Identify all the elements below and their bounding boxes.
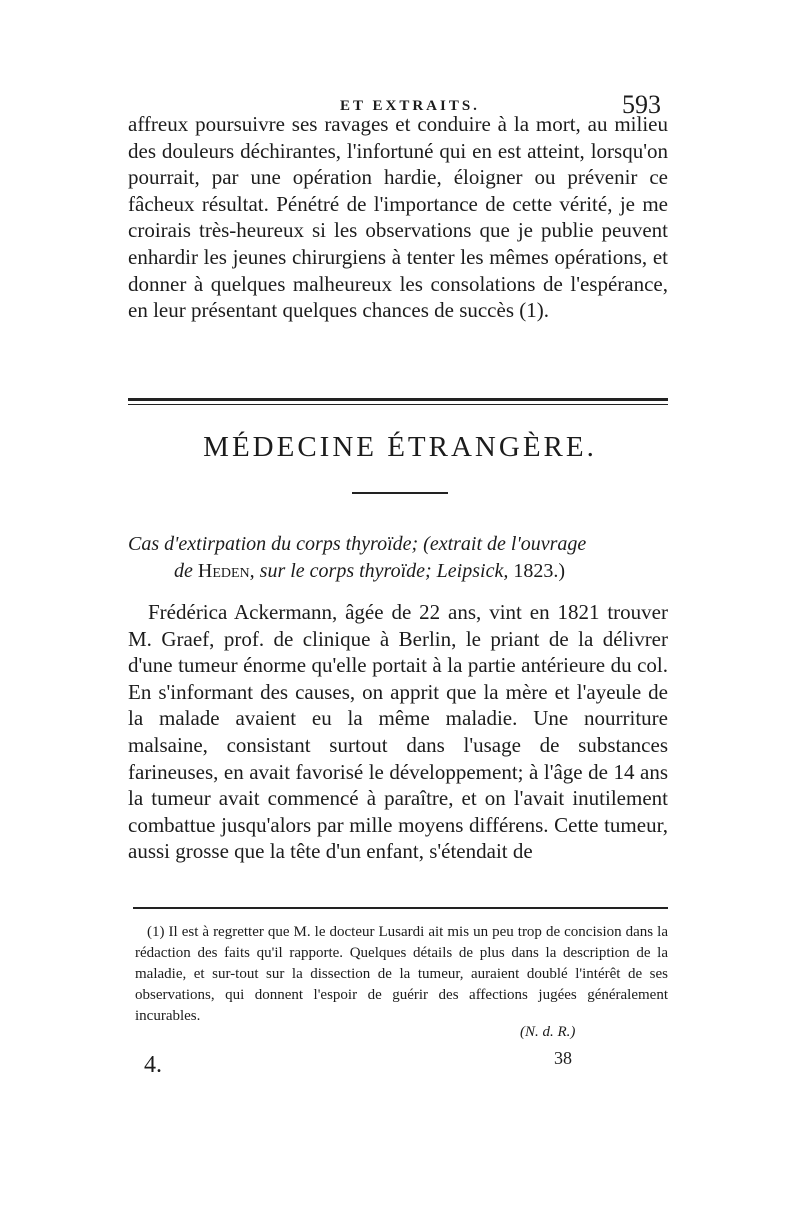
gathering-signature-left: 4. <box>144 1052 162 1078</box>
footnote-signature: (N. d. R.) <box>520 1024 576 1040</box>
section-title: MÉDECINE ÉTRANGÈRE. <box>203 431 597 463</box>
paragraph-text: Frédérica Ackermann, âgée de 22 ans, vint en 1821 trouver M. Graef, prof. de clinique à Berlin, le priant de la délivrer d'une tumeur énorme qu'elle portait à la partie antérieure du col. En s'informant des causes, on apprit que la mère et l'ayeule de la malade avaient eu la même maladie. Une nourriture malsaine, consistant surtout dans l'usage de substances farineuses, en avait favorisé le développement; à l'âge de 14 ans la tumeur avait commencé à paraître, et on l'avait inutilement combattue jusqu'alors par mille moyens différens. Cette tumeur, aussi grosse que la tête d'un enfant, s'étendait de <box>128 600 668 864</box>
gathering-signature-right: 38 <box>554 1048 572 1068</box>
footnote-rule <box>133 907 668 909</box>
footnote-text: (1) Il est à regretter que M. le docteur Lusardi ait mis un peu trop de concision dans la rédaction des faits qu'il rapporte. Quelques détails de plus dans la description de la maladie, et sur-tout sur la dissection de la tumeur, auraient doublé l'intérêt de ses observations, qui donnent l'espoir de guérir des affections jugées généralement incurables. <box>135 924 668 1024</box>
running-head: ET EXTRAITS. <box>340 98 480 114</box>
case-title-line1: Cas d'extirpation du corps thyroïde; (extrait de l'ouvrage <box>128 533 587 555</box>
case-title-author: Heden <box>197 560 250 582</box>
case-title-line2 <box>128 558 668 585</box>
section-divider <box>128 398 668 405</box>
paragraph-text: affreux poursuivre ses ravages et conduire à la mort, au milieu des douleurs déchirantes, l'infortuné qui en est atteint, lorsqu'on pourrait, par une opération hardie, éloigner ou prévenir ce fâcheux résultat. Pénétré de l'importance de cette vérité, je me croirais très-heureux si les observations que je publie peuvent enhardir les jeunes chirurgiens à tenter les mêmes opérations, et donner à quelques malheureux les consolations de l'espérance, en leur présentant quelques chances de succès (1). <box>128 112 668 323</box>
footnote <box>135 922 668 1027</box>
case-title-mid: , sur le corps thyroïde; Leipsick, <box>249 560 514 582</box>
page-number: 593 <box>622 90 661 119</box>
paragraph-continued <box>128 111 668 324</box>
paragraph-case <box>128 599 668 865</box>
title-underline <box>352 492 448 494</box>
case-title-year: 1823.) <box>513 560 566 582</box>
case-title-prefix: de <box>174 560 198 582</box>
case-title <box>128 531 668 585</box>
